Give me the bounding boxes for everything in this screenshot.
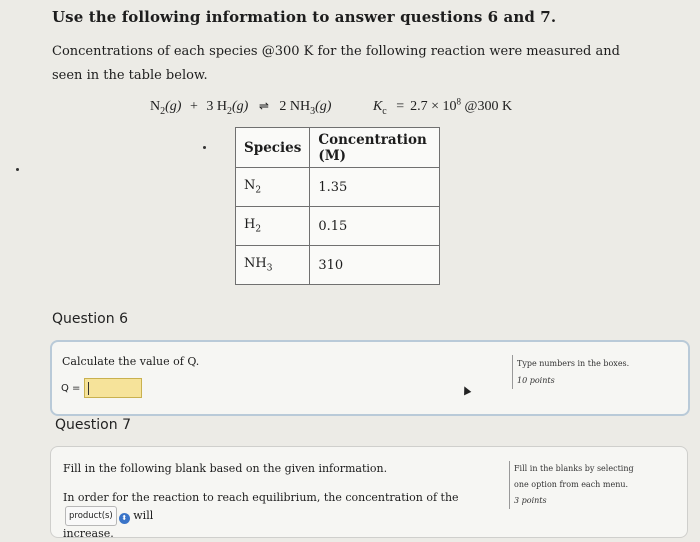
plus-sign: +	[189, 98, 198, 114]
concentration-table	[235, 127, 440, 285]
decorative-dot	[203, 146, 206, 149]
question-7-box	[50, 446, 688, 538]
reactant-n2: $N_2(g)$	[150, 98, 182, 117]
question-7-heading: Question 7	[55, 417, 131, 433]
equilibrium-constant: $K_c = 2.7 \times 10^8$ @300 K	[372, 96, 513, 117]
question-7-instructions: Fill in the blanks by selecting one option from each menu. 3 points	[509, 461, 634, 509]
species-cell: $NH_3$	[236, 246, 310, 285]
reaction-equation	[150, 96, 512, 116]
product-nh3: 2 $NH_3(g)$	[279, 98, 332, 117]
species-cell: $N_2$	[236, 168, 310, 207]
intro-text: Concentrations of each species @300 K for the following reaction were measured and seen in the table below.	[52, 44, 620, 83]
reactant-h2: 3 $H_2(g)$	[206, 98, 249, 117]
table-row	[236, 168, 440, 207]
concentration-cell: 310	[310, 246, 440, 285]
product-reactant-dropdown[interactable]: product(s)	[65, 506, 117, 526]
page-title: Use the following information to answer questions 6 and 7.	[52, 8, 557, 26]
dropdown-chevron-icon[interactable]: ⬍	[119, 513, 130, 524]
question-7-sentence: In order for the reaction to reach equilibrium, the concentration of the product(s) ⬍ will increase.	[63, 491, 459, 540]
q-input-label: Q =	[61, 383, 81, 394]
column-header-concentration: Concentration (M)	[310, 128, 440, 168]
decorative-dot	[16, 168, 19, 171]
column-header-species: Species	[236, 128, 310, 168]
text-caret	[88, 382, 89, 395]
table-header-row	[236, 128, 440, 168]
table-row	[236, 246, 440, 285]
equilibrium-arrow: ⇌	[258, 98, 269, 113]
question-6-heading: Question 6	[52, 311, 128, 327]
question-6-instructions: Type numbers in the boxes. 10 points	[512, 355, 629, 389]
question-6-box	[50, 340, 690, 416]
q-answer-input[interactable]	[84, 378, 142, 398]
species-cell: $H_2$	[236, 207, 310, 246]
concentration-cell: 0.15	[310, 207, 440, 246]
table-row	[236, 207, 440, 246]
concentration-cell: 1.35	[310, 168, 440, 207]
question-6-prompt: Calculate the value of Q.	[62, 355, 200, 368]
question-7-prompt: Fill in the following blank based on the given information.	[63, 462, 388, 475]
